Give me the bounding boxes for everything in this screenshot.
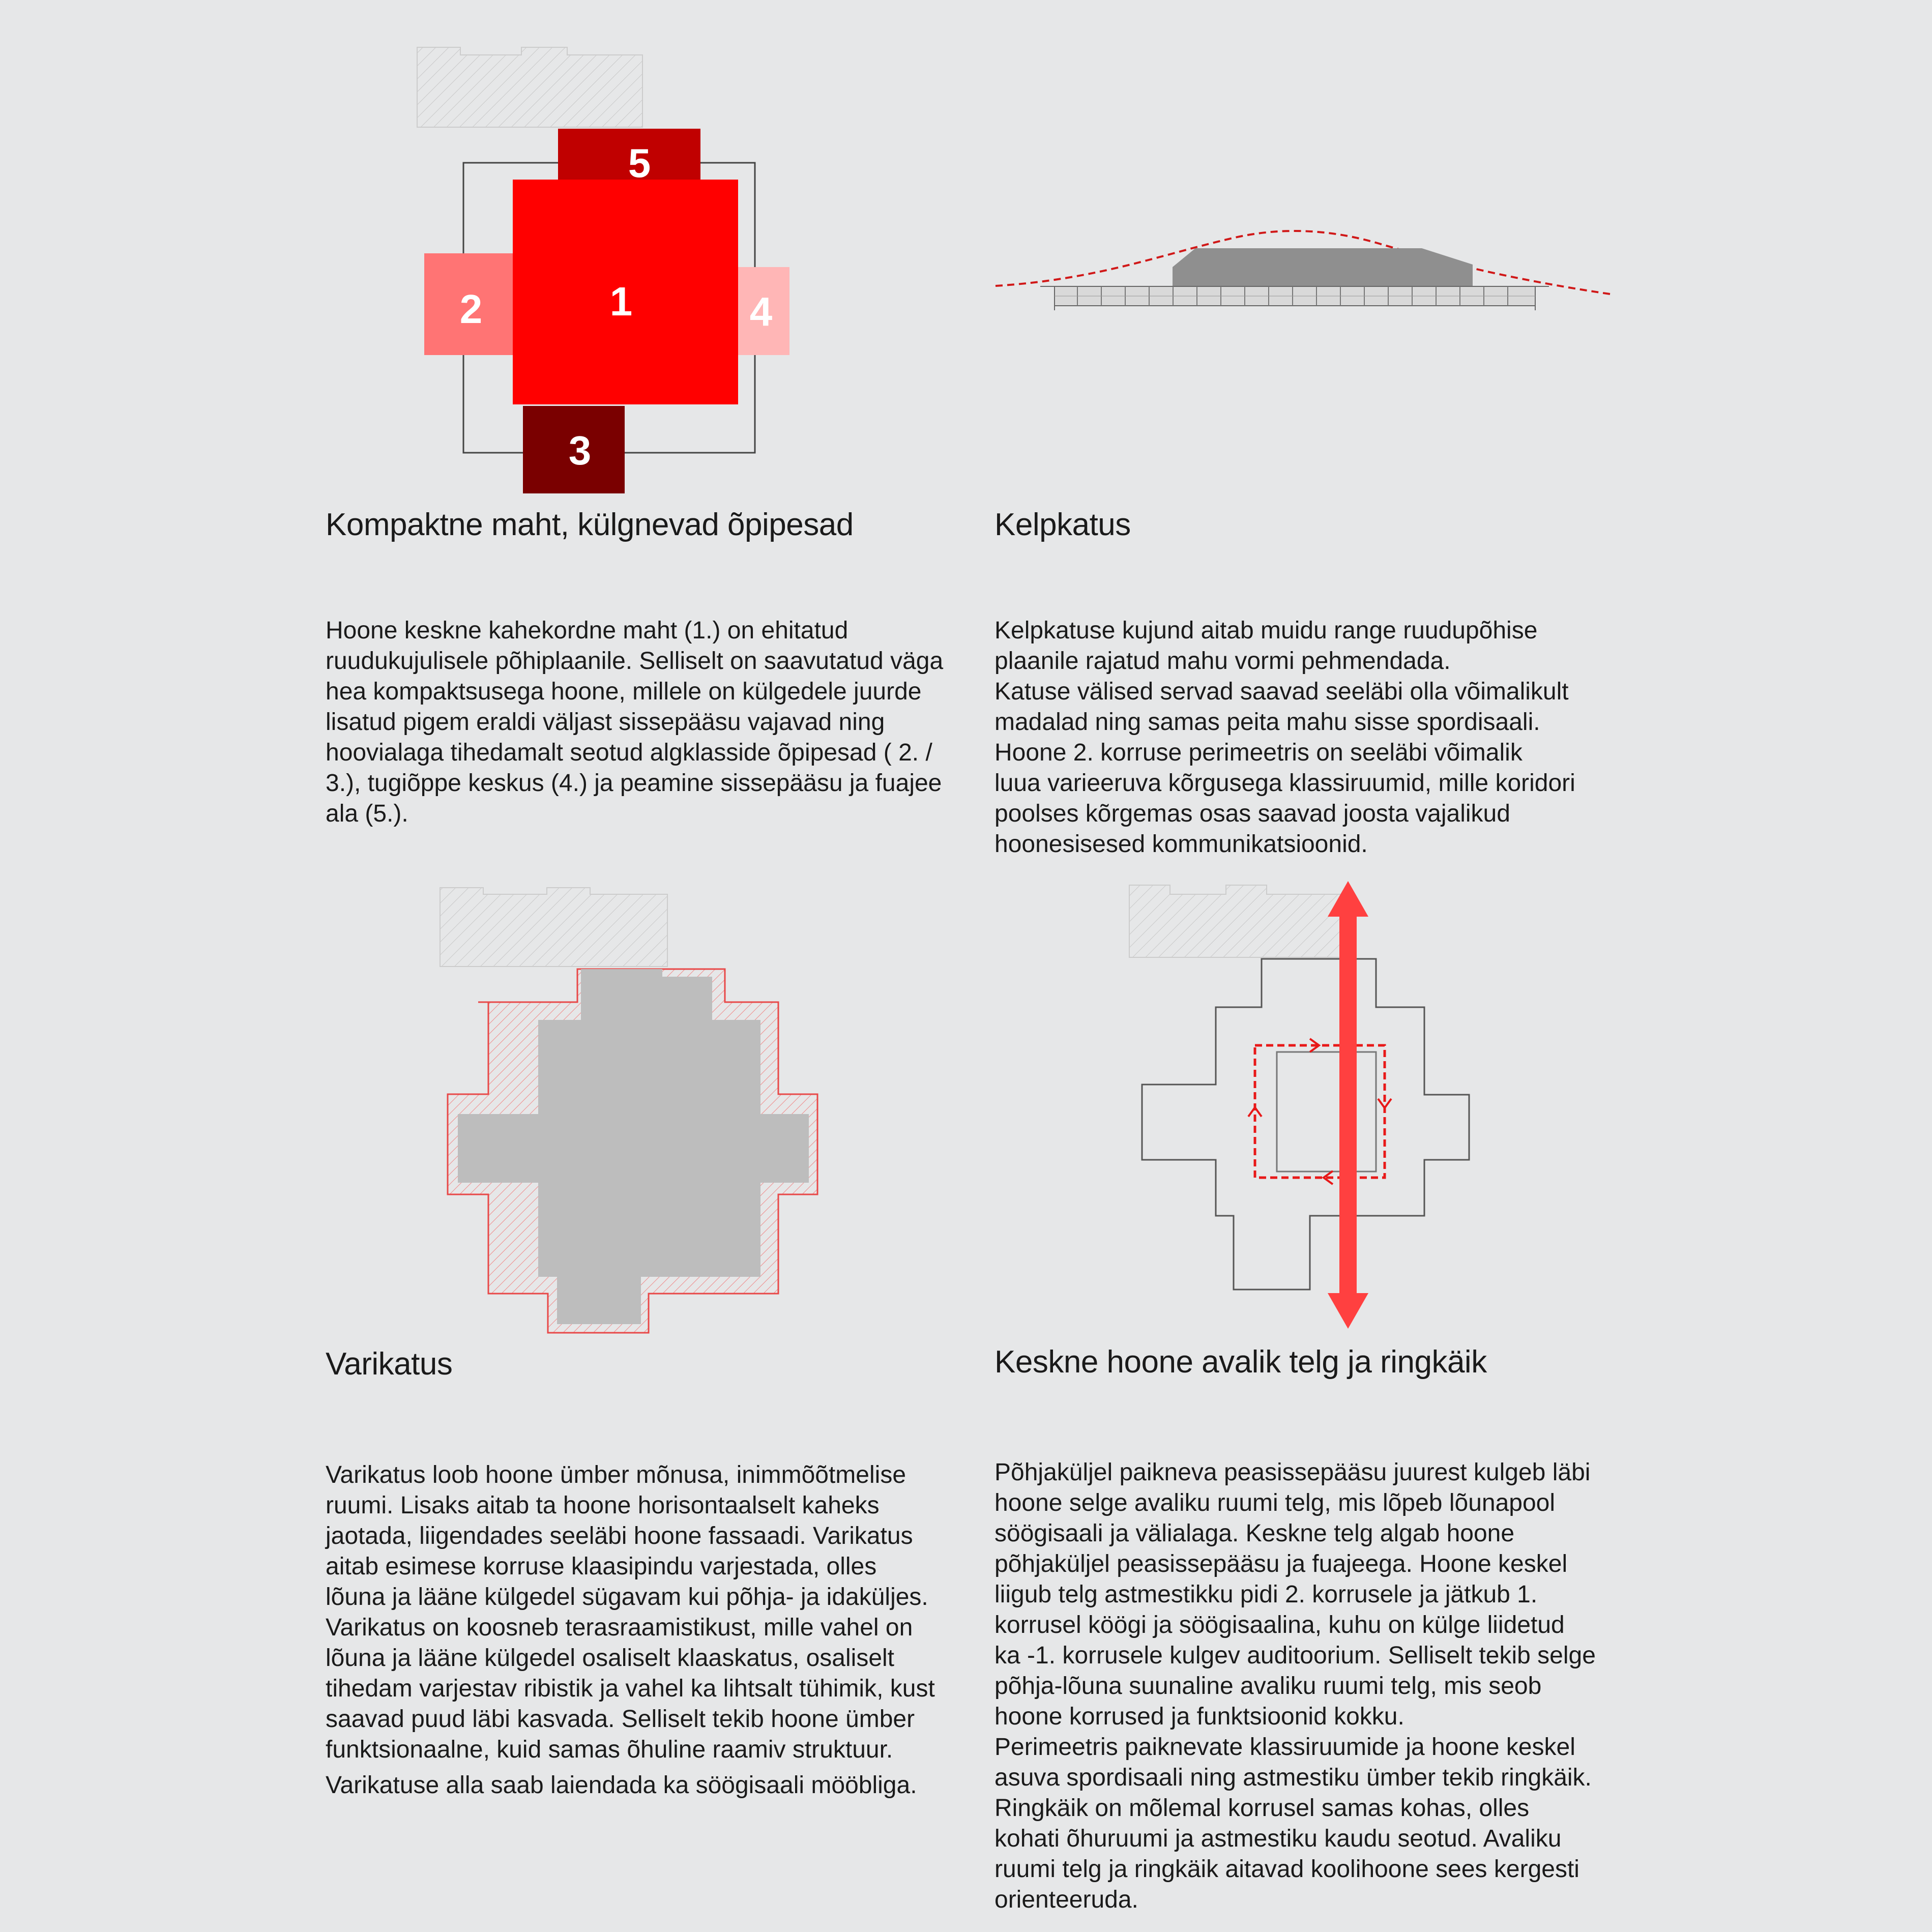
building-outline	[1142, 959, 1469, 1290]
existing-building	[440, 888, 667, 967]
text-line: orienteeruda.	[994, 1886, 1138, 1913]
text-line: lõuna ja lääne külgedel sügavam kui põhja- ja idaküljes.	[326, 1584, 928, 1611]
text-line: ruumi telg ja ringkäik aitavad koolihoone sees kergesti	[994, 1856, 1579, 1883]
panel-axis	[994, 875, 1620, 1913]
text-line: Varikatus loob hoone ümber mõnusa, inimmõõtmelise	[326, 1461, 906, 1488]
text-line: aitab esimese korruse klaasipindu varjestada, olles	[326, 1553, 877, 1580]
text-line: hoovialaga tihedamalt seotud algklasside õpipesad ( 2. /	[326, 739, 932, 766]
canopy-plan-diagram	[326, 875, 951, 1363]
label-1: 1	[609, 279, 633, 324]
text-line: korrusel köögi ja söögisaalina, kuhu on külge liidetud	[994, 1612, 1565, 1638]
sports-hall-volume	[1173, 248, 1473, 286]
text-line: Perimeetris paiknevate klassiruumide ja hoone keskel	[994, 1734, 1575, 1761]
loop-arrows	[1248, 1039, 1391, 1184]
panel-roof	[994, 41, 1620, 858]
text-line: tihedam varjestav ribistik ja vahel ka lihtsalt tühimik, kust	[326, 1675, 935, 1702]
panel-title: Varikatus	[326, 1346, 453, 1382]
text-line: ala (5.).	[326, 800, 408, 827]
panel-title: Kompaktne maht, külgnevad õpipesad	[326, 507, 854, 542]
label-5: 5	[628, 140, 651, 186]
text-line: söögisaali ja välialaga. Keskne telg algab hoone	[994, 1520, 1515, 1547]
text-line: liigub telg astmestikku pidi 2. korrusele ja jätkub 1.	[994, 1581, 1538, 1608]
sports-hall	[1277, 1052, 1376, 1172]
text-line: saavad puud läbi kasvada. Selliselt tekib hoone ümber	[326, 1706, 915, 1733]
text-line: ruumi. Lisaks aitab ta hoone horisontaalselt kaheks	[326, 1492, 880, 1519]
text-line: hoonesisesed kommunikatsioonid.	[994, 831, 1368, 858]
text-line: poolses kõrgemas osas saavad joosta vajalikud	[994, 800, 1510, 827]
text-line: kohati õhuruumi ja astmestiku kaudu seotud. Avaliku	[994, 1825, 1562, 1852]
text-line: hea kompaktsusega hoone, millele on külgedele juurde	[326, 678, 922, 705]
text-line: Ringkäik on mõlemal korrusel samas kohas, olles	[994, 1795, 1530, 1822]
panel-description	[326, 1460, 961, 1801]
panel-description	[994, 1457, 1630, 1915]
text-line: Põhjaküljel paikneva peasissepääsu juurest kulgeb läbi	[994, 1459, 1591, 1486]
panel-description	[326, 616, 961, 829]
label-3: 3	[568, 428, 592, 473]
text-line: lõuna ja lääne külgedel osaliselt klaaskatus, osaliselt	[326, 1645, 895, 1672]
text-line: jaotada, liigendades seeläbi hoone fassaadi. Varikatus	[326, 1523, 913, 1549]
existing-building	[417, 47, 642, 127]
text-line: madalad ning samas peita mahu sisse spordisaali.	[994, 709, 1540, 736]
panel-compact	[326, 41, 951, 827]
text-line: luua varieeruva kõrgusega klassiruumid, mille koridori	[994, 770, 1575, 797]
text-line: Katuse välised servad saavad seeläbi olla võimalikult	[994, 678, 1569, 705]
label-2: 2	[459, 286, 483, 332]
panel-canopy	[326, 875, 951, 1831]
text-line: Hoone keskne kahekordne maht (1.) on ehitatud	[326, 617, 848, 644]
text-line: asuva spordisaali ning astmestiku ümber tekib ringkäik.	[994, 1764, 1592, 1791]
text-line: hoone selge avaliku ruumi telg, mis lõpeb lõunapool	[994, 1489, 1556, 1516]
panel-description	[994, 616, 1630, 860]
text-line: hoone korrused ja funktsioonid kokku.	[994, 1703, 1404, 1730]
label-4: 4	[749, 289, 773, 334]
text-line: Kelpkatuse kujund aitab muidu range ruudupõhise	[994, 617, 1538, 644]
panel-title: Keskne hoone avalik telg ja ringkäik	[994, 1344, 1487, 1380]
text-line: lisatud pigem eraldi väljast sissepääsu vajavad ning	[326, 709, 885, 736]
text-line: funktsionaalne, kuid samas õhuline raamiv struktuur.	[326, 1736, 893, 1763]
text-line: Varikatuse alla saab laiendada ka söögisaali mööbliga.	[326, 1772, 917, 1799]
text-line: ruudukujulisele põhiplaanile. Selliselt on saavutatud väga	[326, 648, 944, 675]
roof-section-diagram	[994, 41, 1620, 499]
compact-volume-diagram	[326, 41, 951, 499]
panel-title: Kelpkatus	[994, 507, 1131, 542]
text-line: plaanile rajatud mahu vormi pehmendada.	[994, 648, 1451, 675]
existing-building	[1129, 885, 1340, 957]
text-line: põhjaküljel peasissepääsu ja fuajeega. Hoone keskel	[994, 1550, 1568, 1577]
text-line: 3.), tugiõppe keskus (4.) ja peamine sissepääsu ja fuajee	[326, 770, 942, 797]
text-line: Varikatus on koosneb terasraamistikust, mille vahel on	[326, 1614, 913, 1641]
text-line: Hoone 2. korruse perimeetris on seeläbi võimalik	[994, 739, 1523, 766]
text-line: põhja-lõuna suunaline avaliku ruumi telg, mis seob	[994, 1673, 1542, 1700]
circulation-loop	[1255, 1045, 1385, 1178]
text-line: ka -1. korrusele kulgev auditoorium. Selliselt tekib selge	[994, 1642, 1596, 1669]
axis-plan-diagram	[994, 875, 1620, 1363]
